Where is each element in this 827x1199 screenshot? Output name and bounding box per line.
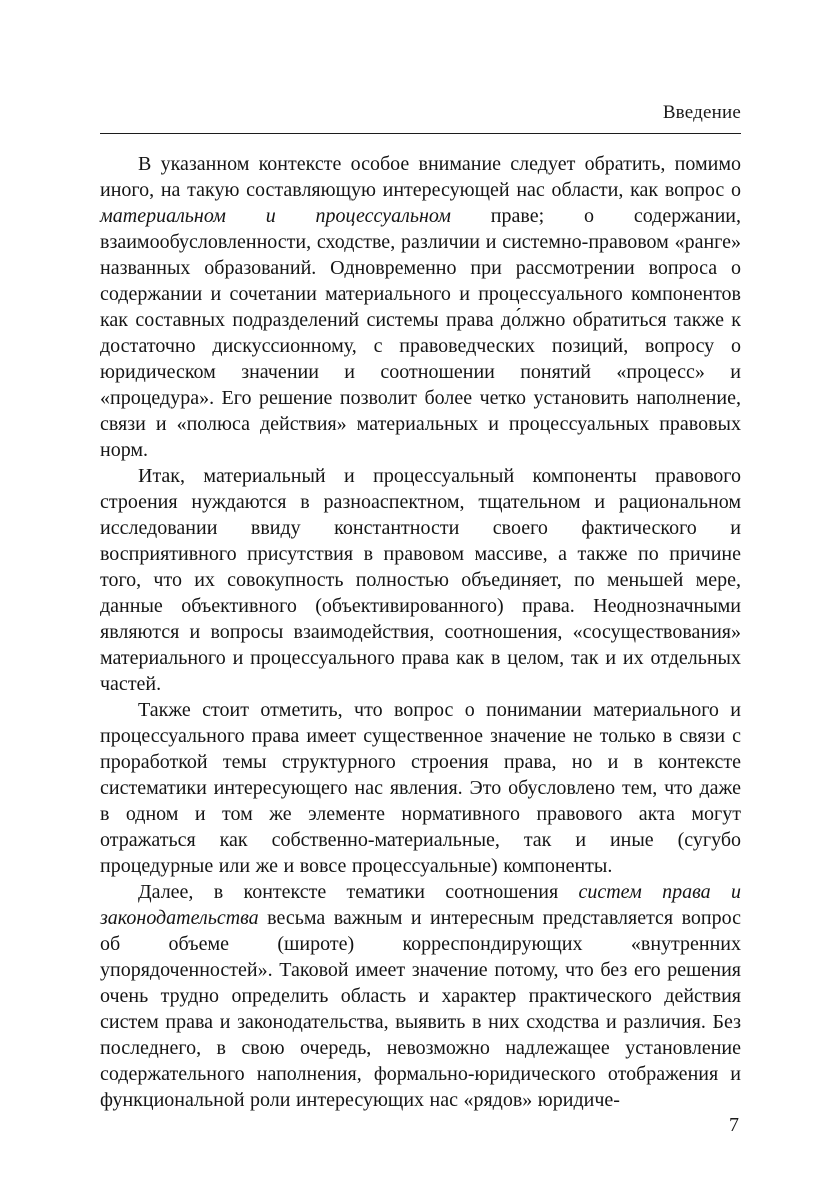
text-run: В указанном контексте особое внимание следует обратить, помимо иного, на такую составляющую интересующей нас области, как вопрос о: [100, 153, 741, 201]
text-run: Также стоит отметить, что вопрос о понимании материального и процессуального права имеет существенное значение не только в связи с проработкой темы структурного строения права, но и в контексте систематики интересующего нас явления. Это обусловлено тем, что даже в одном и том же элементе нормативного правового акта могут отражаться как собственно-материальные, так и иные (сугубо процедурные или же и вовсе процессуальные) компоненты.: [100, 699, 741, 877]
page-body: [100, 151, 741, 1113]
header-rule: [100, 133, 741, 134]
text-column: [100, 0, 741, 1113]
running-header: [100, 102, 741, 134]
text-run: Далее, в контексте тематики соотношения: [138, 881, 579, 903]
text-run: праве; о содержании, взаимообусловленности, сходстве, различии и системно-правовом «ранге» названных образований. Одновременно при рассмотрении вопроса о содержании и сочетании материального и процессуального компонентов как составных подразделений системы права до́лжно обратиться также к достаточно дискуссионному, с правоведческих позиций, вопросу о юридическом значении и соотношении понятий «процесс» и «процедура». Его решение позволит более четко установить наполнение, связи и «полюса действия» материальных и процессуальных правовых норм.: [100, 205, 742, 461]
italic-run: материальном и процессуальном: [100, 205, 451, 227]
paragraph: [100, 697, 741, 879]
paragraph: [100, 879, 741, 1113]
text-run: весьма важным и интересным представляется вопрос об объеме (широте) корреспондирующих «внутренних упорядоченностей». Таковой имеет значение потому, что без его решения очень трудно определить область и характер практического действия систем права и законодательства, выявить в них сходства и различия. Без последнего, в свою очередь, невозможно надлежащее установление содержательного наполнения, формально-юридического отображения и функциональной роли интересующих нас «рядов» юридиче-: [100, 907, 741, 1111]
running-header-title: Введение: [662, 102, 741, 123]
page-footer: [729, 1114, 739, 1137]
paragraph: [100, 463, 741, 697]
text-run: Итак, материальный и процессуальный компоненты правового строения нуждаются в разноаспектном, тщательном и рациональном исследовании ввиду константности своего фактического и восприятивного присутствия в правовом массиве, а также по причине того, что их совокупность полностью объединяет, по меньшей мере, данные объективного (объективированного) права. Неоднозначными являются и вопросы взаимодействия, соотношения, «сосуществования» материального и процессуального права как в целом, так и их отдельных частей.: [100, 465, 741, 695]
paragraph: [100, 151, 741, 463]
italic-run: систем права и законодательства: [100, 881, 741, 929]
page-number: 7: [729, 1114, 739, 1136]
